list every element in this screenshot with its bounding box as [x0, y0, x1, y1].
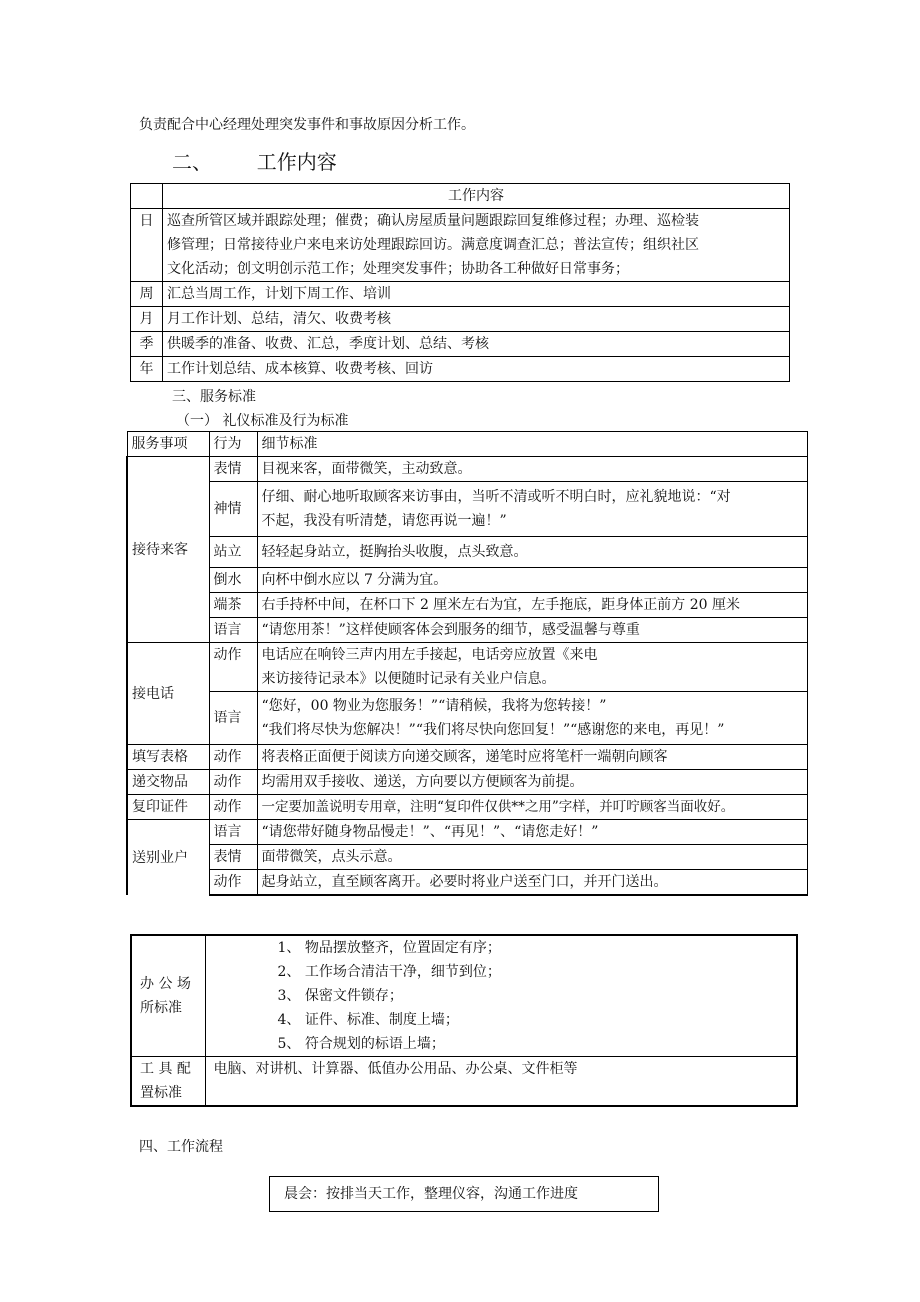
standard-item: 4、 证件、标准、制度上墙； [277, 1012, 459, 1028]
period-cell: 月 [131, 307, 163, 332]
table-row [131, 1057, 797, 1107]
section3-title: 三、服务标准 [172, 389, 256, 405]
detail-cell: 将表格正面便于阅读方向递交顾客，递笔时应将笔杆一端朝向顾客 [257, 745, 808, 770]
behavior-cell: 语言 [209, 618, 257, 643]
table-row [127, 643, 808, 692]
behavior-cell: 端茶 [209, 593, 257, 618]
period-cell: 日 [131, 209, 163, 282]
behavior-cell: 动作 [209, 795, 257, 820]
table-row [127, 745, 808, 770]
table-row [127, 457, 808, 482]
detail-cell [257, 643, 808, 692]
detail-cell: 面带微笑，点头示意。 [257, 845, 808, 870]
behavior-cell: 站立 [209, 537, 257, 568]
section4-title: 四、工作流程 [139, 1139, 223, 1155]
behavior-cell: 动作 [209, 870, 257, 896]
label-cell [131, 1057, 205, 1107]
label-line: 工 具 配 [140, 1061, 191, 1077]
work-cell: 汇总当周工作，计划下周工作、培训 [163, 282, 790, 307]
behavior-cell: 神情 [209, 482, 257, 537]
detail-line: 仔细、耐心地听取顾客来访事由，当听不清或听不明白时，应礼貌地说：“对 [261, 489, 731, 505]
work-cell: 月工作计划、总结，清欠、收费考核 [163, 307, 790, 332]
item-cell: 接电话 [127, 643, 209, 745]
table-row [131, 357, 790, 382]
detail-line: “您好，00 物业为您服务！”“请稍候，我将为您转接！” [261, 698, 607, 714]
table-row [131, 307, 790, 332]
detail-line: 电话应在响铃三声内用左手接起，电话旁应放置《来电 [261, 647, 598, 663]
office-standards-table [130, 934, 798, 1107]
period-cell: 季 [131, 332, 163, 357]
detail-cell [257, 482, 808, 537]
detail-cell: 向杯中倒水应以 7 分满为宜。 [257, 568, 808, 593]
table-row [131, 935, 797, 1057]
work-line: 修管理；日常接待业户来电来访处理跟踪回访。满意度调查汇总；普法宣传；组织社区 [167, 237, 699, 253]
detail-cell: “请您带好随身物品慢走！”、“再见！”、“请您走好！” [257, 820, 808, 845]
table-row [127, 482, 808, 537]
work-cell: 供暖季的准备、收费、汇总，季度计划、总结、考核 [163, 332, 790, 357]
intro-line: 负责配合中心经理处理突发事件和事故原因分析工作。 [139, 117, 475, 133]
work-cell: 工作计划总结、成本核算、收费考核、回访 [163, 357, 790, 382]
table-row [127, 820, 808, 845]
table-row [127, 568, 808, 593]
item-cell: 复印证件 [127, 795, 209, 820]
behavior-cell: 表情 [209, 457, 257, 482]
table-row [127, 618, 808, 643]
table-row [127, 537, 808, 568]
behavior-cell: 动作 [209, 745, 257, 770]
header-cell: 行为 [209, 432, 257, 457]
section2-number: 二、 [172, 150, 212, 174]
detail-cell [257, 692, 808, 745]
label-line: 置标准 [140, 1085, 182, 1101]
detail-cell: 右手持杯中间，在杯口下 2 厘米左右为宜，左手拖底，距身体正前方 20 厘米 [257, 593, 808, 618]
item-cell: 递交物品 [127, 770, 209, 795]
header-cell: 细节标准 [257, 432, 808, 457]
detail-line: 来访接待记录本》以便随时记录有关业户信息。 [261, 671, 556, 687]
detail-cell: 均需用双手接收、递送，方向要以方便顾客为前提。 [257, 770, 808, 795]
detail-cell: 起身站立，直至顾客离开。必要时将业户送至门口，并开门送出。 [257, 870, 808, 896]
period-cell: 周 [131, 282, 163, 307]
detail-line: 不起，我没有听清楚，请您再说一遍！” [261, 513, 507, 529]
behavior-cell: 语言 [209, 820, 257, 845]
detail-line: “我们将尽快为您解决！”“我们将尽快向您回复！”“感谢您的来电，再见！” [261, 722, 725, 738]
section3-subtitle: （一） 礼仪标准及行为标准 [176, 413, 349, 429]
etiquette-table [126, 431, 808, 896]
table-row [127, 593, 808, 618]
table-row [131, 282, 790, 307]
item-cell: 填写表格 [127, 745, 209, 770]
table-row [127, 795, 808, 820]
standard-item: 1、 物品摆放整齐，位置固定有序； [277, 940, 501, 956]
table-row [127, 870, 808, 896]
detail-cell: 目视来客，面带微笑，主动致意。 [257, 457, 808, 482]
label-cell [131, 935, 205, 1057]
item-cell: 接待来客 [127, 457, 209, 643]
table-row [127, 845, 808, 870]
detail-cell: 一定要加盖说明专用章，注明“复印件仅供**之用”字样，并叮咛顾客当面收好。 [257, 795, 808, 820]
table-row [131, 209, 790, 282]
detail-cell: “请您用茶！”这样使顾客体会到服务的细节，感受温馨与尊重 [257, 618, 808, 643]
table-row [127, 432, 808, 457]
section2-heading [172, 146, 337, 175]
behavior-cell: 倒水 [209, 568, 257, 593]
table-row [127, 692, 808, 745]
work-header: 工作内容 [163, 184, 790, 209]
behavior-cell: 动作 [209, 643, 257, 692]
standard-item: 5、 符合规划的标语上墙； [277, 1036, 445, 1052]
corner-cell [131, 184, 163, 209]
label-line: 所标准 [140, 1000, 182, 1016]
table-row [127, 770, 808, 795]
items-cell: 电脑、对讲机、计算器、低值办公用品、办公桌、文件柜等 [205, 1057, 797, 1107]
flow-box: 晨会：按排当天工作，整理仪容，沟通工作进度 [269, 1176, 659, 1212]
behavior-cell: 语言 [209, 692, 257, 745]
work-cell [163, 209, 790, 282]
behavior-cell: 动作 [209, 770, 257, 795]
behavior-cell: 表情 [209, 845, 257, 870]
work-line: 巡查所管区域并跟踪处理；催费；确认房屋质量问题跟踪回复维修过程；办理、巡检装 [167, 213, 699, 229]
item-cell: 送别业户 [127, 820, 209, 896]
detail-cell: 轻轻起身站立，挺胸抬头收腹，点头致意。 [257, 537, 808, 568]
standard-item: 2、 工作场合清洁干净，细节到位； [277, 964, 501, 980]
section2-title: 工作内容 [256, 150, 337, 174]
work-content-table [130, 183, 790, 382]
table-row [131, 332, 790, 357]
label-line: 办 公 场 [140, 976, 191, 992]
standard-item: 3、 保密文件锁存； [277, 988, 403, 1004]
header-cell: 服务事项 [127, 432, 209, 457]
table-row [131, 184, 790, 209]
work-line: 文化活动；创文明创示范工作；处理突发事件；协助各工种做好日常事务； [167, 261, 629, 277]
period-cell: 年 [131, 357, 163, 382]
items-cell [205, 935, 797, 1057]
